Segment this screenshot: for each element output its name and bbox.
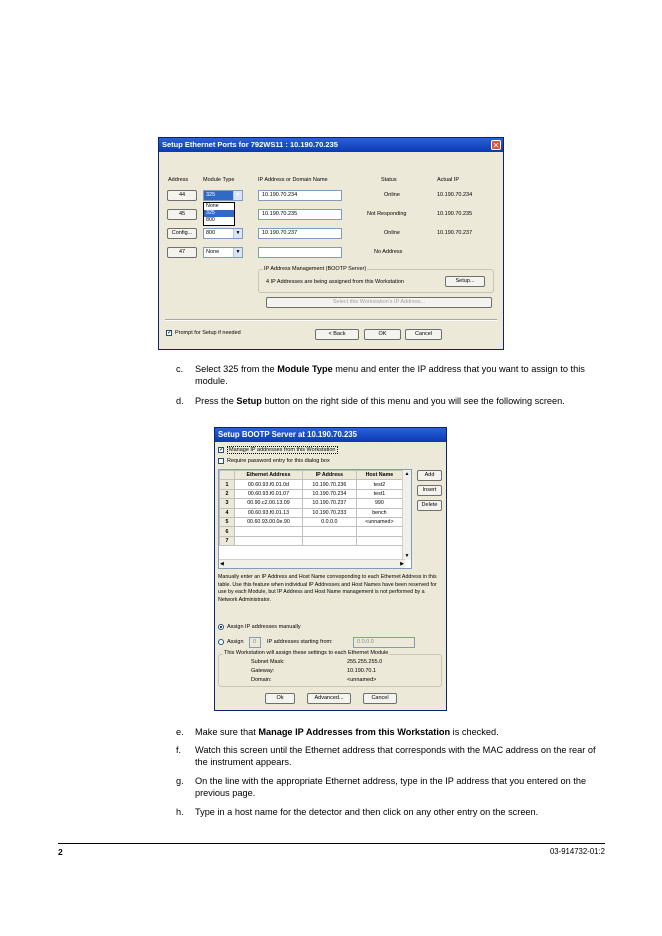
prompt-label: Prompt for Setup if needed <box>175 330 241 336</box>
cancel-button[interactable]: Cancel <box>363 693 397 704</box>
chevron-down-icon[interactable]: ▼ <box>233 191 242 200</box>
step-text-post: is checked. <box>450 727 499 737</box>
ip-field-3[interactable]: 10.190.70.237 <box>258 228 342 239</box>
table-row[interactable] <box>220 517 403 526</box>
table-row[interactable] <box>220 489 403 498</box>
table-row[interactable] <box>220 508 403 517</box>
setup-ethernet-ports-dialog <box>158 137 504 350</box>
delete-button[interactable]: Delete <box>417 500 442 511</box>
header-actual-ip: Actual IP <box>437 177 460 183</box>
host-cell[interactable]: <unnamed> <box>356 517 402 526</box>
assign-count-field[interactable]: 0 <box>249 637 261 648</box>
row-number: 4 <box>220 508 235 517</box>
step-text <box>195 364 607 387</box>
step-text-bold: Manage IP Addresses from this Workstation <box>258 727 451 737</box>
step-text <box>195 396 607 408</box>
ip-cell[interactable]: 10.190.70.237 <box>302 499 356 508</box>
ip-field-4[interactable] <box>258 247 342 258</box>
column-header-host[interactable]: Host Name <box>356 471 402 480</box>
step-text-pre: Make sure that <box>195 727 259 737</box>
module-type-value: None <box>206 249 220 255</box>
host-cell[interactable]: test2 <box>356 480 402 489</box>
ethernet-cell[interactable] <box>235 527 303 536</box>
step-text-pre: Select 325 from the <box>195 364 278 374</box>
document-number: 03-914732-01:2 <box>549 847 605 856</box>
row-number: 3 <box>220 499 235 508</box>
chevron-down-icon[interactable]: ▼ <box>233 248 242 257</box>
step-marker: e. <box>176 727 184 737</box>
ethernet-cell[interactable]: 00.60.93.00.0e.90 <box>235 517 303 526</box>
host-cell[interactable] <box>356 536 402 545</box>
status-1: Online <box>384 192 400 198</box>
step-text-bold: Module Type <box>277 364 333 374</box>
ethernet-cell[interactable]: 00.90.c2.00.13.09 <box>235 499 303 508</box>
vertical-scrollbar[interactable] <box>402 470 411 560</box>
require-password-checkbox[interactable] <box>218 458 224 464</box>
gateway-value: 10.190.70.1 <box>347 668 377 674</box>
address-button-45[interactable]: 45 <box>167 209 197 220</box>
module-settings-label: This Workstation will assign these settings to each Ethernet Module <box>224 650 389 656</box>
footer-rule <box>58 843 605 844</box>
dropdown-option[interactable]: None <box>206 203 219 209</box>
host-cell[interactable] <box>356 527 402 536</box>
module-type-dropdown-list[interactable] <box>203 202 235 226</box>
assign-prefix-label: Assign <box>227 639 244 645</box>
ip-cell[interactable]: 10.190.70.233 <box>302 508 356 517</box>
step-text-pre: Type in a host name for the detector and then click on any other entry on the screen. <box>195 807 539 817</box>
status-4: No Address <box>374 249 403 255</box>
module-type-select-3[interactable] <box>203 228 243 239</box>
select-workstation-ip-button[interactable]: Select this Workstation's IP Address... <box>266 297 492 308</box>
status-2: Not Responding <box>367 211 407 217</box>
address-button-47[interactable]: 47 <box>167 247 197 258</box>
setup-button[interactable]: Setup... <box>445 276 485 287</box>
step-marker: g. <box>176 776 184 786</box>
step-text-pre: On the line with the appropriate Ethernet address, type in the IP address that you entered on the previous page. <box>195 776 587 798</box>
host-cell[interactable]: test1 <box>356 489 402 498</box>
host-cell[interactable]: 990 <box>356 499 402 508</box>
config-button[interactable]: Config... <box>167 228 197 239</box>
ok-button[interactable]: OK <box>364 329 401 340</box>
ip-cell[interactable]: 10.190.70.234 <box>302 489 356 498</box>
close-icon[interactable]: ✕ <box>492 141 500 150</box>
ip-management-text: 4 IP Addresses are being assigned from this Workstation <box>266 279 404 285</box>
horizontal-scrollbar[interactable] <box>219 559 405 568</box>
subnet-label: Subnet Mask: <box>251 659 285 665</box>
separator <box>165 319 497 321</box>
status-3: Online <box>384 230 400 236</box>
cancel-button[interactable]: Cancel <box>405 329 442 340</box>
table-row[interactable] <box>220 480 403 489</box>
header-ip: IP Address or Domain Name <box>258 177 328 183</box>
step-marker: c. <box>176 364 184 374</box>
column-header-ip[interactable]: IP Address <box>302 471 356 480</box>
require-password-label: Require password entry for this dialog box <box>227 458 330 464</box>
ip-cell[interactable] <box>302 536 356 545</box>
manage-ip-checkbox[interactable]: ✓ <box>219 447 225 453</box>
row-number: 2 <box>220 489 235 498</box>
ethernet-cell[interactable]: 00.60.93.f0.01.13 <box>235 508 303 517</box>
step-text-pre: Watch this screen until the Ethernet address that corresponds with the MAC address on the rear of the instrument appears. <box>195 745 596 767</box>
setup-bootp-server-dialog <box>214 427 447 711</box>
assign-suffix-label: IP addresses starting from: <box>267 639 333 645</box>
host-cell[interactable]: bench <box>356 508 402 517</box>
step-text <box>195 745 607 768</box>
step-text-post: button on the right side of this menu and you will see the following screen. <box>261 396 565 406</box>
row-number: 5 <box>220 517 235 526</box>
gateway-label: Gateway: <box>251 668 275 674</box>
back-button[interactable]: < Back <box>315 329 359 340</box>
scroll-right-icon[interactable]: ▶ <box>400 561 404 567</box>
table-row[interactable] <box>220 527 403 536</box>
ip-cell[interactable] <box>302 527 356 536</box>
step-marker: h. <box>176 807 184 817</box>
dialog-title: Setup BOOTP Server at 10.190.70.235 <box>218 430 357 439</box>
module-type-value: 800 <box>206 230 216 236</box>
page-number: 2 <box>58 847 63 857</box>
ip-management-label: IP Address Management (BOOTP Server) <box>264 266 367 272</box>
info-text: Manually enter an IP Address and Host Name corresponding to each Ethernet Address in this table. Use this feature when individual IP Addresses and Host Names have been reserved for use by each Module, but IP Address and Host Name management is not performed by a Network Administrator. <box>218 574 437 603</box>
scroll-left-icon[interactable]: ◀ <box>220 561 224 567</box>
step-text <box>195 776 607 799</box>
table-row[interactable] <box>220 536 403 545</box>
ip-cell[interactable]: 0.0.0.0 <box>302 517 356 526</box>
scroll-down-icon[interactable]: ▼ <box>404 553 410 559</box>
scroll-up-icon[interactable]: ▲ <box>404 471 410 477</box>
table-row[interactable] <box>220 499 403 508</box>
domain-value: <unnamed> <box>347 677 377 683</box>
table-header-row <box>220 471 403 480</box>
manage-ip-label: Manage IP addresses from this Workstation <box>229 447 336 453</box>
ethernet-cell[interactable] <box>235 536 303 545</box>
subnet-value: 255.255.255.0 <box>347 659 383 665</box>
step-marker: d. <box>176 396 184 406</box>
dialog-title-bar <box>215 428 446 442</box>
header-status: Status <box>381 177 397 183</box>
ethernet-cell[interactable]: 00.60.93.f0.01.0d <box>235 480 303 489</box>
assign-auto-radio[interactable] <box>218 639 224 645</box>
dropdown-option[interactable]: 800 <box>206 217 215 223</box>
step-text-pre: Press the <box>195 396 237 406</box>
address-button-44[interactable]: 44 <box>167 190 197 201</box>
chevron-down-icon[interactable]: ▼ <box>233 229 242 238</box>
module-type-select-4[interactable] <box>203 247 243 258</box>
row-number-header <box>220 471 235 480</box>
dialog-title: Setup Ethernet Ports for 792WS11 : 10.190.70.235 <box>162 140 338 149</box>
column-header-ethernet[interactable]: Ethernet Address <box>235 471 303 480</box>
actual-ip-1: 10.190.70.234 <box>437 192 473 198</box>
actual-ip-3: 10.190.70.237 <box>437 230 473 236</box>
module-type-value: 325 <box>206 192 216 198</box>
header-module-type: Module Type <box>203 177 235 183</box>
row-number: 6 <box>220 527 235 536</box>
prompt-checkbox[interactable]: ✓ <box>167 330 173 336</box>
bootp-table[interactable] <box>218 469 412 569</box>
insert-button[interactable]: Insert <box>417 485 442 496</box>
bootp-table-grid <box>219 470 403 546</box>
ip-cell[interactable]: 10.190.70.236 <box>302 480 356 489</box>
row-number: 7 <box>220 536 235 545</box>
advanced-button[interactable]: Advanced... <box>307 693 351 704</box>
step-text <box>195 727 607 739</box>
dropdown-option-selected[interactable]: 325 <box>204 210 234 217</box>
add-button[interactable]: Add <box>417 470 442 481</box>
ip-field-1[interactable]: 10.190.70.234 <box>258 190 342 201</box>
ethernet-cell[interactable]: 00.60.93.f0.01.07 <box>235 489 303 498</box>
row-number: 1 <box>220 480 235 489</box>
step-text-post: menu and enter the IP address that you want to assign to this module. <box>195 364 585 386</box>
step-text-bold: Setup <box>236 396 262 406</box>
header-address: Address <box>168 177 189 183</box>
step-text <box>195 807 607 819</box>
step-marker: f. <box>176 745 182 755</box>
actual-ip-2: 10.190.70.235 <box>437 211 473 217</box>
assign-manual-label: Assign IP addresses manually <box>227 624 301 630</box>
ip-field-2[interactable]: 10.190.70.235 <box>258 209 342 220</box>
ok-button[interactable]: Ok <box>265 693 295 704</box>
dialog-title-bar <box>159 138 503 152</box>
module-type-select-1[interactable] <box>203 190 243 201</box>
domain-label: Domain: <box>251 677 272 683</box>
assign-manual-radio[interactable] <box>218 624 224 630</box>
start-ip-field[interactable]: 0.0.0.0 <box>353 637 415 648</box>
